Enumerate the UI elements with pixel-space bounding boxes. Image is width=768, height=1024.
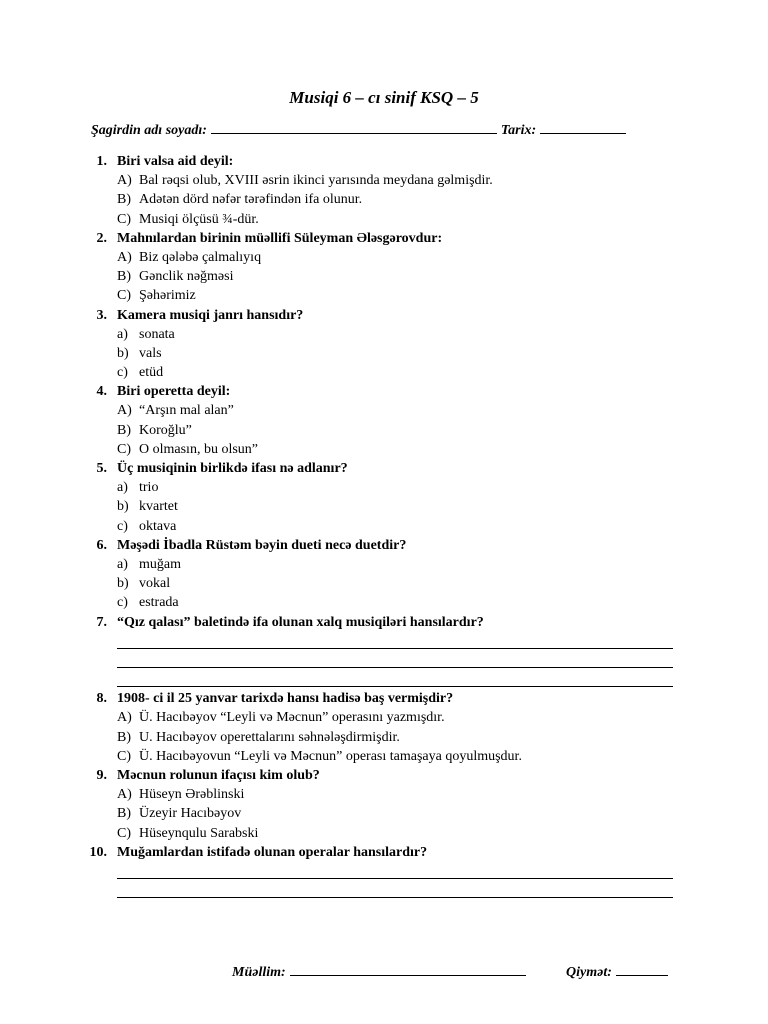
question-number: 5. [96, 461, 107, 476]
option-letter: A) [117, 173, 132, 189]
option-letter: B) [117, 729, 131, 745]
option-text: Musiqi ölçüsü ¾-dür. [139, 211, 259, 227]
option-text: vokal [139, 576, 171, 592]
answer-option[interactable] [0, 785, 768, 804]
question-number: 10. [89, 844, 107, 860]
option-text: kvartet [139, 499, 178, 515]
grade-field [566, 963, 668, 981]
option-letter: B) [117, 269, 131, 285]
question-text: 1908- ci il 25 yanvar tarixdə hansı hadisə baş vermişdir? [117, 691, 454, 707]
answer-option[interactable] [0, 517, 768, 536]
option-text: sonata [139, 326, 175, 342]
option-text: trio [139, 480, 159, 496]
option-letter: C) [117, 288, 131, 304]
answer-option[interactable] [0, 747, 768, 766]
option-text: oktava [139, 518, 177, 534]
answer-writing-line[interactable] [0, 632, 768, 651]
answer-option[interactable] [0, 824, 768, 843]
option-text: Şəhərimiz [139, 288, 196, 304]
answer-option[interactable] [0, 401, 768, 420]
teacher-signature [232, 963, 526, 981]
answer-writing-line[interactable] [0, 881, 768, 900]
question-text: Muğamlardan istifadə olunan operalar hansılardır? [117, 844, 428, 860]
teacher-blank[interactable] [290, 963, 526, 976]
option-letter: A) [117, 249, 132, 265]
option-text: Üzeyir Hacıbəyov [139, 806, 242, 822]
option-letter: C) [117, 748, 131, 764]
option-letter: B) [117, 422, 131, 438]
question-row [0, 843, 768, 862]
question-number: 9. [96, 768, 107, 783]
student-name-blank[interactable] [211, 121, 497, 134]
answer-option[interactable] [0, 728, 768, 747]
answer-option[interactable] [0, 593, 768, 612]
answer-option[interactable] [0, 171, 768, 190]
answer-rule [117, 648, 673, 649]
answer-option[interactable] [0, 210, 768, 229]
student-name-label: Şagirdin adı soyadı: [91, 123, 207, 138]
answer-option[interactable] [0, 344, 768, 363]
option-letter: b) [117, 576, 129, 592]
answer-option[interactable] [0, 555, 768, 574]
option-text: Ü. Hacıbəyov “Leyli və Məcnun” operasını yazmışdır. [139, 710, 445, 726]
answer-option[interactable] [0, 325, 768, 344]
grade-label: Qiymət: [566, 965, 612, 980]
question-text: Biri operetta deyil: [117, 384, 231, 400]
question-row [0, 382, 768, 401]
question-text: Biri valsa aid deyil: [117, 154, 234, 169]
question-row [0, 613, 768, 632]
option-letter: A) [117, 787, 132, 803]
question-row [0, 229, 768, 248]
answer-option[interactable] [0, 421, 768, 440]
question-list [0, 152, 768, 900]
option-text: Adətən dörd nəfər tərəfindən ifa olunur. [139, 192, 363, 208]
option-letter: c) [117, 595, 128, 611]
option-letter: c) [117, 518, 128, 534]
option-text: Hüseyn Ərəblinski [139, 787, 245, 803]
option-letter: a) [117, 480, 128, 496]
answer-option[interactable] [0, 497, 768, 516]
question-row [0, 689, 768, 708]
option-text: Biz qələbə çalmalıyıq [139, 249, 262, 265]
answer-option[interactable] [0, 440, 768, 459]
option-letter: b) [117, 345, 129, 361]
question-text: Mahnılardan birinin müəllifi Süleyman Ələsgərovdur: [117, 230, 443, 246]
answer-option[interactable] [0, 478, 768, 497]
option-letter: B) [117, 192, 131, 208]
question-number: 8. [96, 691, 107, 707]
page-title: Musiqi 6 – cı sinif KSQ – 5 [289, 88, 479, 107]
answer-writing-line[interactable] [0, 862, 768, 881]
answer-writing-line[interactable] [0, 670, 768, 689]
student-info-line [91, 121, 626, 139]
question-text: Məcnun rolunun ifaçısı kim olub? [117, 768, 320, 783]
answer-option[interactable] [0, 804, 768, 823]
grade-blank[interactable] [616, 963, 668, 976]
question-number: 1. [96, 154, 107, 169]
answer-option[interactable] [0, 708, 768, 727]
option-letter: C) [117, 441, 131, 457]
option-text: Gənclik nəğməsi [139, 269, 234, 285]
question-row [0, 152, 768, 171]
question-number: 2. [96, 230, 107, 246]
question-number: 3. [96, 307, 107, 323]
answer-option[interactable] [0, 286, 768, 305]
option-text: estrada [139, 595, 179, 611]
question-row [0, 306, 768, 325]
date-label: Tarix: [500, 123, 537, 138]
answer-option[interactable] [0, 190, 768, 209]
answer-option[interactable] [0, 363, 768, 382]
question-text: Üç musiqinin birlikdə ifası nə adlanır? [117, 461, 348, 476]
option-text: “Arşın mal alan” [139, 403, 234, 419]
question-row [0, 459, 768, 478]
question-number: 4. [96, 384, 107, 400]
question-row [0, 536, 768, 555]
question-text: Məşədi İbadla Rüstəm bəyin dueti necə duetdir? [117, 537, 407, 553]
option-letter: b) [117, 499, 129, 515]
option-text: O olmasın, bu olsun” [139, 441, 258, 457]
question-text: Kamera musiqi janrı hansıdır? [117, 307, 304, 323]
answer-rule [117, 686, 673, 687]
answer-rule [117, 878, 673, 879]
option-text: vals [139, 345, 162, 361]
answer-writing-line[interactable] [0, 651, 768, 670]
option-letter: A) [117, 403, 132, 419]
question-row [0, 766, 768, 785]
question-number: 7. [96, 614, 107, 630]
answer-option[interactable] [0, 267, 768, 286]
option-text: Bal rəqsi olub, XVIII əsrin ikinci yarısında meydana gəlmişdir. [139, 173, 493, 189]
option-text: U. Hacıbəyov operettalarını səhnələşdirmişdir. [139, 729, 400, 745]
option-letter: c) [117, 365, 128, 381]
option-letter: a) [117, 326, 128, 342]
teacher-label: Müəllim: [232, 965, 286, 980]
option-letter: C) [117, 825, 131, 841]
question-text: “Qız qalası” baletində ifa olunan xalq musiqiləri hansılardır? [117, 614, 484, 630]
option-letter: A) [117, 710, 132, 726]
date-blank[interactable] [540, 121, 626, 134]
option-letter: C) [117, 211, 131, 227]
option-text: etüd [139, 365, 164, 381]
option-text: Ü. Hacıbəyovun “Leyli və Məcnun” operası tamaşaya qoyulmuşdur. [139, 748, 522, 764]
option-letter: a) [117, 556, 128, 572]
option-text: muğam [139, 556, 181, 572]
option-text: Koroğlu” [139, 422, 192, 438]
answer-option[interactable] [0, 574, 768, 593]
answer-rule [117, 667, 673, 668]
option-letter: B) [117, 806, 131, 822]
answer-option[interactable] [0, 248, 768, 267]
option-text: Hüseynqulu Sarabski [139, 825, 259, 841]
answer-rule [117, 897, 673, 898]
question-number: 6. [96, 537, 107, 553]
